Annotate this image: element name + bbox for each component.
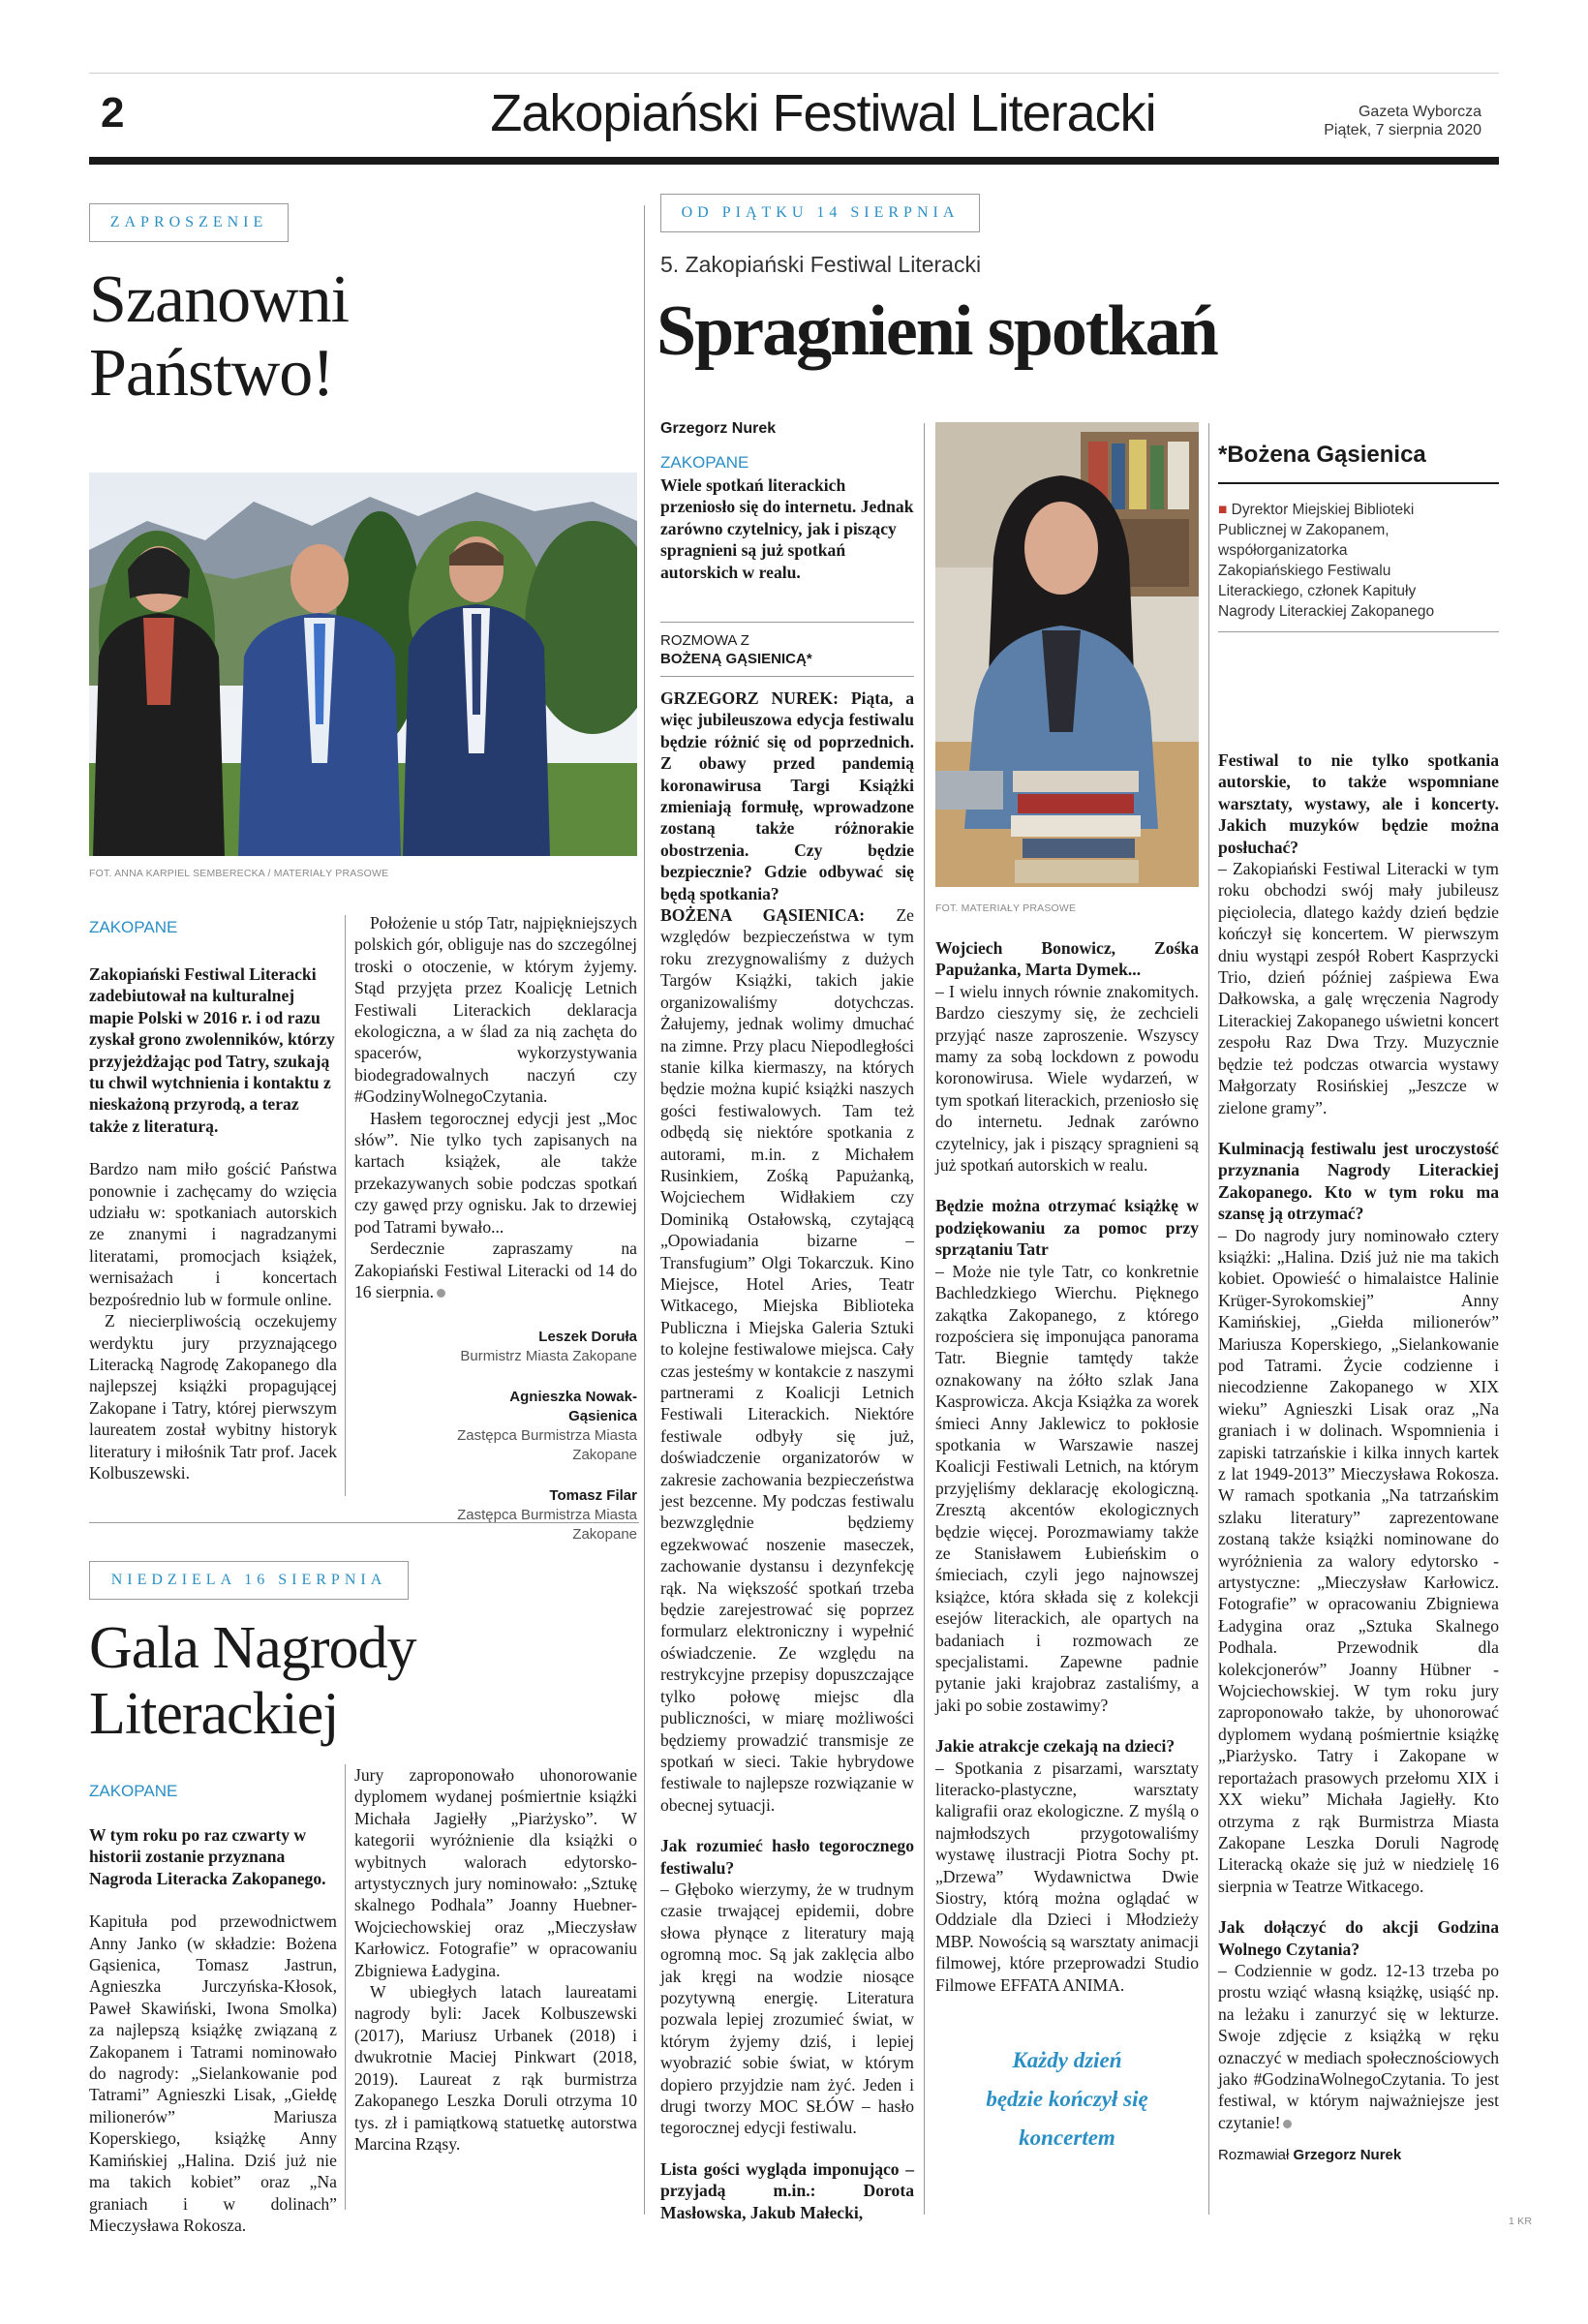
invitation-para5 (354, 1238, 637, 1302)
invitation-col2 (354, 912, 637, 1544)
signature-2-name: Agnieszka Nowak-Gąsienica (509, 1389, 637, 1425)
bio-bullet-icon: ■ (1218, 502, 1232, 518)
interview-q3 (660, 2158, 914, 2223)
bio-text: Dyrektor Miejskiej Biblioteki Publicznej w Zakopanem, współorganizatorka Zakopiańskiego Festiwalu Literackiego, członek Kapituły Nagrody Literackiej Zakopanego (1218, 502, 1435, 620)
interview-author: Grzegorz Nurek (660, 420, 777, 437)
column-divider-gala (345, 1764, 346, 2210)
column-divider-interview-1 (924, 423, 925, 2215)
interview-headline: Spragnieni spotkań (657, 291, 1217, 371)
invitation-para5-text: Serdecznie zapraszamy na Zakopiański Festiwal Literacki od 14 do 16 sierpnia. (354, 1238, 637, 1301)
interview-q2 (660, 1835, 914, 1879)
column-divider-interview-2 (1208, 423, 1209, 2215)
invitation-para2: Z niecierpliwością oczekujemy werdyktu jury przyznającego Literacką Nagrodę Zakopanego dla najlepszej książki propagującej Zakopane i Tatry, której pierwszym laureatem został wybitny historyk literatury i miłośnik Tatr prof. Jacek Kolbuszewski. (89, 1311, 337, 1483)
interview-q7 (1218, 1138, 1499, 1225)
interview-a5: – Spotkania z pisarzami, warsztaty literacko-plastyczne, warsztaty kaligrafii oraz ekologiczne. Z myślą o najmłodszych przygotowaliśmy wystawę ilustracji Piotra Sochy pt. „Drzewa” Wydawnictwa Dwie Siostry, którą można oglądać w Oddziale dla Dzieci i Młodzieży MBP. Nowością są warsztaty animacji filmowej, które przeprowadzi Studio Filmowe EFFATA ANIMA. (935, 1758, 1199, 1995)
interview-subtitle: 5. Zakopiański Festiwal Literacki (660, 252, 982, 277)
column-divider-main (644, 205, 645, 2215)
interview-a8 (1218, 1960, 1499, 2133)
publication-date: Piątek, 7 sierpnia 2020 (1324, 122, 1481, 138)
publication-name: Gazeta Wyborcza (1358, 104, 1481, 120)
pull-quote-line1: Każdy dzień (1012, 2048, 1122, 2072)
invitation-col1 (89, 963, 337, 1483)
interview-a4: – Może nie tyle Tatr, co konkretnie Bachledzkiego Wierchu. Pięknego zakątka Zakopanego, z którego rozpościera się imponująca panorama Tatr. Biegnie tamtędy także oznakowany na żółto szlak Jana Kasprowicza. Akcja Książka za worek śmieci Anny Jaklewicz to pokłosie spotkania w Warszawie naszej Koalicji Festiwali Letnich, na którym przyjęliśmy deklarację ekologiczną. Zresztą akcentów ekologicznych będzie więcej. Porozmawiamy także ze Stanisławem Łubieńskim o śmieciach, czyli jego najnowszej książce, która składa się z kolekcji esejów literackich, ale opartych na badaniach i rozmowach ze specjalistami. Zapewne padnie pytanie jaki krajobraz zastaliśmy, a jaki po sobie zostawimy? (935, 1261, 1199, 1715)
interview-q7-text: Kulminacją festiwalu jest uroczystość przyznania Nagrody Literackiej Zakopanego. Kto w tym roku ma szansę ją otrzymać? (1218, 1138, 1499, 1224)
invitation-para3: Położenie u stóp Tatr, najpiękniejszych polskich gór, obliguje nas do szczególnej troski o otoczenie, w którym żyjemy. Stąd przyjęta przez Koalicję Letnich Festiwali Literackich deklaracja ekologiczna, a w ślad za nią zachęta do spacerów, wykorzystywania biodegradowalnych naczyń czy #GodzinyWolnegoCzytania. (354, 913, 637, 1107)
signature-3 (451, 1486, 637, 1544)
gala-col2 (354, 1764, 637, 2155)
interview-q5-text: Jakie atrakcje czekają na dzieci? (935, 1736, 1176, 1757)
interview-q1 (660, 688, 914, 1816)
section-title: Zakopiański Festiwal Literacki (490, 84, 1156, 142)
interview-q3-cont-text: Wojciech Bonowicz, Zośka Papużanka, Marta Dymek... (935, 938, 1199, 980)
interviewer-label: Rozmawiał (1218, 2147, 1290, 2164)
interview-a8-text: – Codziennie w godz. 12-13 trzeba po prostu wziąć własną książkę, usiąść np. na leżaku i zanurzyć się w lekturze. Swoje zdjęcie z książką w ręku oznaczyć w mediach społecznościowych jako #GodzinaWolnegoCzytania. To jest festiwal, w którym najważniejsze jest czytanie! (1218, 1960, 1499, 2132)
rozmowa-rule-bottom (660, 676, 914, 677)
signature-3-name: Tomasz Filar (549, 1487, 637, 1505)
end-mark-icon (1283, 2120, 1292, 2128)
invitation-para1: Bardzo nam miło gościć Państwa ponownie i zachęcamy do wzięcia udziału w: spotkaniach autorskich ze znanymi i nagradzanymi literatami, promocjach książek, wernisażach i koncertach bezpośrednio lub w formule online. (89, 1159, 337, 1309)
rozmowa-block (660, 631, 812, 668)
gala-city: ZAKOPANE (89, 1782, 178, 1800)
invitation-kicker: ZAPROSZENIE (89, 203, 289, 242)
invitation-lead: Zakopiański Festiwal Literacki zadebiutował na kulturalnej mapie Polski w 2016 r. i od razu zyskał grono zwolenników, którzy przyjeżdżając pod Tatry, szukają tu chwil wytchnienia i kontaktu z nieskażoną przyrodą, a teraz także z literaturą. (89, 964, 335, 1136)
interview-a6: – Zakopiański Festiwal Literacki w tym roku obchodzi swój mały jubileusz pięciolecia, dlatego każdy dzień będzie kończył się koncertem. W pierwszym dniu wystąpi zespół Robert Kasprzycki Trio, dzień później zaśpiewa Ewa Dałkowska, a galę wręczenia Nagrody Literackiej Zakopanego uświetni koncert zespołu Raz Dwa Trzy. Muzycznie będzie też podczas otwarcia wystawy Małgorzaty Rosińskiej „Jeszcze w zielone gramy”. (1218, 859, 1499, 1117)
interview-city: ZAKOPANE (660, 453, 749, 472)
signature-1-role: Burmistrz Miasta Zakopane (460, 1348, 637, 1365)
interview-col1 (660, 688, 914, 2223)
gala-headline-line1: Gala Nagrody (89, 1615, 416, 1681)
officials-photo (89, 473, 637, 856)
gala-para1: Kapituła pod przewodnictwem Anny Janko (w składzie: Bożena Gąsienica, Tomasz Jastrun, Agnieszka Jurczyńska-Kłosok, Paweł Skawiński, Iwona Smolka) za najlepszą książkę związaną z Zakopanem i Tatrami nominowało do nagrody: „Sielankowanie pod Tatrami” Agnieszki Lisak, „Giełdę milionerów” Mariusza Koperskiego, książkę Anny Kamińskiej „Halina. Dziś już nie ma takich kobiet” oraz „Na graniach i w dolinach” Mieczysława Rokosza. (89, 1911, 337, 2235)
interview-kicker: OD PIĄTKU 14 SIERPNIA (660, 194, 980, 232)
gala-col1 (89, 1824, 337, 2236)
interview-q3-text: Lista gości wygląda imponująco – przyjadą m.in.: Dorota Masłowska, Jakub Małecki, (660, 2158, 914, 2222)
column-divider-invite (345, 915, 346, 1496)
interview-a3: – I wielu innych równie znakomitych. Bardzo cieszymy się, że zechcieli przyjąć nasze zaproszenie. Wszyscy mamy za sobą lockdown z powodu koronowirusa. Wiele wydarzeń, w tym spotkań literackich, przeniosło się do internetu. Jednak zarówno czytelnicy, jak i piszący spragnieni są już spotkań autorskich w realu. (935, 981, 1199, 1176)
bio-title-rule (1218, 482, 1499, 484)
invitation-city: ZAKOPANE (89, 918, 178, 936)
gala-lead: W tym roku po raz czwarty w historii zostanie przyznana Nagroda Literacka Zakopanego. (89, 1825, 326, 1888)
footer-code: 1 KR (1509, 2216, 1533, 2227)
interview-q8 (1218, 1916, 1499, 1960)
gala-kicker: NIEDZIELA 16 SIERPNIA (89, 1561, 409, 1600)
interview-col3 (1218, 645, 1499, 2163)
rozmowa-rule (660, 622, 914, 623)
portrait-photo-credit: FOT. MATERIAŁY PRASOWE (935, 902, 1077, 914)
interview-a1-text: Ze względów bezpieczeństwa w tym roku zrezygnowaliśmy z dużych Targów Książki, takich jakie organizowaliśmy dotychczas. Żałujemy, jednak wolimy dmuchać na zimne. Przy placu Niepodległości stanie kilka kiermaszy, na których będzie można kupić książki naszych gości festiwalowych. Tam też odbędą się niektóre spotkania z autorami, m.in. z Michałem Rusinkiem, Zośką Papużanką, Wojciechem Widłakiem czy Dominiką Ostałowską, czytającą „Opowiadania bizarne – Transfugium” Olgi Tokarczuk. Kino Miejsce, Hotel Aries, Teatr Witkacego, Miejska Biblioteka Publiczna i Miejska Galeria Sztuki to kolejne festiwalowe miejsca. Cały czas jesteśmy w kontakcie z naszymi partnerami z Koalicji Letnich Festiwali Literackich. Niektóre festiwale odbyły się już, doświadczenie organizatorów w zakresie zachowania bezpieczeństwa jest bezcenne. My podczas festiwalu bezwzględnie będziemy egzekwować noszenie maseczek, zachowanie dystansu i dezynfekcję rąk. Na większość spotkań trzeba będzie zarejestrować się poprzez formularz elektroniczny i wypełnić oświadczenie. Ze względu na restrykcyjne przepisy dopuszczające tylko połowę miejsc dla publiczności, w miarę możliwości będziemy prowadzić transmisje ze spotkań w sieci. Takie hybrydowe festiwale to najlepsze rozwiązanie w obecnej sytuacji. (660, 905, 914, 1815)
bio-title: *Bożena Gąsienica (1218, 442, 1426, 468)
invitation-photo-credit: FOT. ANNA KARPIEL SEMBERECKA / MATERIAŁY PRASOWE (89, 868, 389, 879)
pull-quote (935, 2041, 1199, 2157)
rozmowa-label: ROZMOWA Z (660, 632, 749, 649)
pull-quote-line3: koncertem (1019, 2125, 1115, 2150)
invitation-headline (89, 263, 349, 411)
interviewer-credit (1218, 2147, 1499, 2163)
signature-2-role: Zastępca Burmistrza Miasta Zakopane (457, 1427, 637, 1464)
interview-q1-text: GRZEGORZ NUREK: Piąta, a więc jubileuszowa edycja festiwalu będzie różnić się od poprzednich. Z obawy przed pandemią koronawirusa Targi Książki zmieniają formułę, wprowadzone zostaną także różnorakie obostrzenia. Czy będzie bezpiecznie? Gdzie odbywać się będą spotkania? (660, 688, 914, 903)
interview-q4 (935, 1195, 1199, 1260)
rozmowa-name: BOŻENĄ GĄSIENICĄ* (660, 651, 812, 667)
interview-q2-text: Jak rozumieć hasło tegorocznego festiwalu? (660, 1836, 914, 1878)
gala-headline-line2: Literackiej (89, 1681, 339, 1747)
invitation-headline-line2: Państwo! (89, 336, 334, 411)
bio-bottom-rule (1218, 631, 1499, 632)
interview-q8-text: Jak dołączyć do akcji Godzina Wolnego Czytania? (1218, 1917, 1499, 1959)
interview-a7: – Do nagrody jury nominowało cztery książki: „Halina. Dziś już nie ma takich kobiet. Opowieść o himalaistce Halinie Krüger-Syrokomskiej” Anny Kamińskiej, „Giełda milionerów” Mariusza Koperskiego, „Sielankowanie pod Tatrami. Życie codzienne i niecodzienne Zakopanego w XIX wieku” Agnieszki Lisak oraz „Na graniach i w dolinach. Wspomnienia i zapiski tatrzańskie i kilka innych kartek z lat 1949-2013” Mieczysława Rokosza. W ramach spotkania „Na tatrzańskim szlaku literatury” zaprezentowane zostaną także książki nominowane do wyróżnienia za walory edytorsko - artystyczne: „Mieczysław Karłowicz. Fotografie” w opracowaniu Zbigniewa Ładygina oraz „Sztuka Skalnego Podhala. Przewodnik dla kolekcjonerów” Joanny Hübner -Wojciechowskiej. W tym roku jury zaproponowało także, by uhonorować dyplomem wydaną pośmiertnie książkę „Piarżysko. Tatry i Zakopane w reportażach prasowych przełomu XIX i XX wieku” Michała Jagiełły. Kto otrzyma z rąk Burmistrza Miasta Zakopane Leszka Doruli Nagrodę Literacką okaże się już w niedzielę 16 sierpnia w Teatrze Witkacego. (1218, 1225, 1499, 1896)
bozena-gasienica-photo (935, 422, 1199, 887)
interview-q3-cont (935, 937, 1199, 981)
interview-q6 (1218, 749, 1499, 858)
signature-1 (354, 1328, 637, 1366)
interview-q5 (935, 1735, 1199, 1757)
interview-lead: Wiele spotkań literackich przeniosło się do internetu. Jednak zarówno czytelnicy, jak i piszący spragnieni są już spotkań autorskich w realu. (660, 475, 914, 582)
header-bottom-rule (89, 157, 1499, 165)
invitation-headline-line1: Szanowni (89, 262, 350, 337)
gala-para2: Jury zaproponowało uhonorowanie dyplomem wydanej pośmiertnie książki Michała Jagiełły „Piarżysko”. W kategorii wyróżnienie dla książki o wybitnych walorach edytorsko-artystycznych jury nominowało: „Sztukę skalnego Podhala” Joanny Huebner-Wojciechowskiej oraz „Mieczysław Karłowicz. Fotografie” w opracowaniu Zbigniewa Ładygina. (354, 1765, 637, 1980)
interview-q6-text: Festiwal to nie tylko spotkania autorskie, to także wspomniane warsztaty, wystawy, ale i koncerty. Jakich muzyków będzie można posłuchać? (1218, 750, 1499, 857)
interview-q4-text: Będzie można otrzymać książkę w podziękowaniu za pomoc przy sprzątaniu Tatr (935, 1196, 1199, 1260)
pull-quote-line2: będzie kończył się (986, 2087, 1148, 2111)
page-number: 2 (101, 89, 125, 137)
interview-col2 (935, 937, 1199, 1996)
col3-spacer (1218, 645, 1499, 730)
gala-para3: W ubiegłych latach laureatami nagrody byli: Jacek Kolbuszewski (2017), Mariusz Urbanek (2018) i dwukrotnie Maciej Pinkwart (2018, 2019). Laureat z rąk burmistrza Zakopanego Leszka Doruli otrzyma 10 tys. zł i pamiątkową statuetkę autorstwa Marcina Rząsy. (354, 1982, 637, 2154)
end-mark-icon (437, 1289, 445, 1298)
interview-a2: – Głęboko wierzymy, że w trudnym czasie trwającej epidemii, dobre słowa płynące z literatury mają ogromną moc. Są jak zaklęcia albo jak kręgi na wodzie niosące pozytywną energię. Literatura pozwala lepiej zrozumieć świat, w którym żyjemy dziś, i lepiej wyobrazić sobie świat, w którym dopiero przyjdzie nam żyć. Jeden i drugi tworzy MOC SŁÓW – hasło tegorocznej edycji festiwalu. (660, 1879, 914, 2138)
signature-1-name: Leszek Doruła (538, 1329, 637, 1346)
bio-text-block (1218, 500, 1443, 622)
interview-a1-label: BOŻENA GĄSIENICA: (660, 905, 866, 926)
header-top-rule (89, 73, 1499, 74)
publication-info (1324, 103, 1481, 139)
invitation-para4: Hasłem tegorocznej edycji jest „Moc słów”. Nie tylko tych zapisanych na kartach książek, ale także przekazywanych sobie podczas spotkań czy gawęd przy ognisku. Jak to drzewiej pod Tatrami bywało... (354, 1108, 637, 1237)
interviewer-name: Grzegorz Nurek (1293, 2147, 1402, 2164)
gala-headline (89, 1615, 415, 1747)
signature-3-role: Zastępca Burmistrza Miasta Zakopane (457, 1507, 637, 1544)
signature-2 (451, 1388, 637, 1465)
